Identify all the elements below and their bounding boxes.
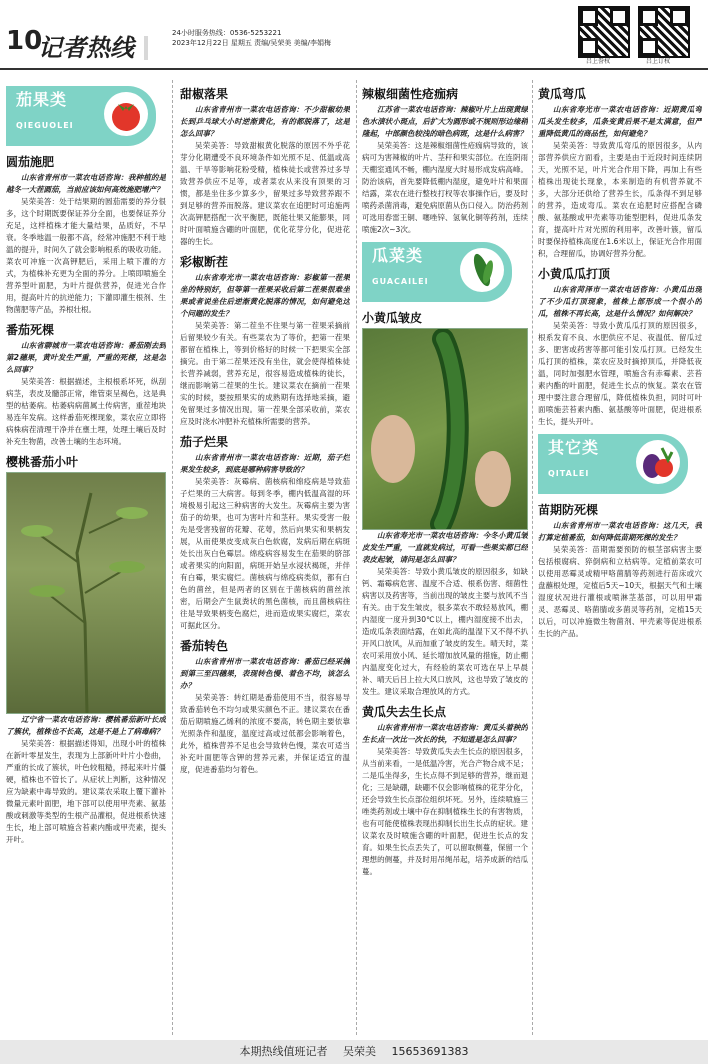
article-8	[362, 86, 528, 236]
article-title: 甜椒落果	[180, 87, 229, 101]
article-question: 山东省菏泽市一菜农电话咨询：小黄瓜出现了不少瓜打顶现象，植株上部形成一个很小的瓜，植株不再长高，这是什么情况？如何解决？	[538, 285, 702, 318]
article-answer: 吴荣美答：根据描述，主根根系坏死，纵刮病茎，表皮及髓部正常，维管束呈褐色，这是典型的枯萎病。枯萎病病菌属土传病害，重茬地块易连年发病。这样番茄死棵现象，菜农应立即将病株病茬清理干净并在壅土埋，处理土壤后及时补充生物菌，改善土壤的生态环境。	[6, 377, 166, 446]
category-pinyin: GUACAILEI	[372, 277, 429, 286]
category-title: 其它类	[548, 438, 600, 457]
category-pinyin: QITALEI	[548, 469, 590, 478]
article-question: 山东省青州市一菜农电话咨询：番茄已经采摘到第三至四穗果，表现转色慢、着色不均，该怎么办？	[180, 657, 350, 690]
article-title: 小黄瓜皱皮	[362, 311, 423, 325]
article-answer: 吴荣美答：第二茬坐不住果与第一茬果采摘前后留果较少有关。有些菜农为了等价，把第一茬果都留在植株上，等到价格好的时候一下把果实全部摘完。由于第二茬果还没有坐住，就会使得植株徒长营养减弱，营养充足，很容易造成植株的徒长，继而影响第二茬果的生长。建议菜农在摘前一茬果实的时候，要按照果实的成熟期有选择地采摘，避免留果过多情况出现。第一茬果全部采收前，菜农应及时浇水冲肥补充植株所需要的营养。	[180, 321, 350, 426]
category-banner-qieguo	[6, 86, 156, 146]
footer-name: 吴荣美	[343, 1045, 376, 1058]
article-title: 番茄死棵	[6, 323, 55, 337]
article-answer: 吴荣美答：导致黄瓜弯瓜的原因很多，从内部营养供应方面看，主要是由于近段时间连续阴天，光照不足，叶片光合作用下降，再加上有些植株出现徒长现象，本来制造的有机营养就不多，大部分还供给了营养生长，瓜条得不到足够的营养，造成弯瓜。菜农在追肥时应搭配含磷酸、氨基酸或甲壳素等功能型肥料，促进瓜条发育，提高叶片对光照的利用率，改善叶簇，留瓜时要保持植株高度在1.6米以上，保证光合作用面积，合理留瓜，协调好营养分配。	[538, 141, 702, 258]
page-header	[0, 0, 708, 70]
article-3	[6, 454, 166, 846]
qr-corner	[640, 38, 658, 56]
article-title: 番茄转色	[180, 639, 229, 653]
article-answer: 吴荣美答：苗期需要预防的根茎部病害主要包括根腐病、猝倒病和立枯病等。定植前菜农可以使用恶霉灵或精甲咯菌腈等药剂进行苗床或穴盘蘸根处理，定植后5天~10天，根据天气和土壤湿度状况进行灌根或喷淋茎基部，可以用甲霜灵、恶霉灵、咯菌腈或多菌灵等药剂，定植15天以后，可以冲施微生物菌剂、甲壳素等促进根系生长的产品。	[538, 545, 702, 638]
article-question: 山东省青州市一菜农电话咨询：不少甜椒幼果长到乒乓球大小时逆渐黄化，有的都脱落了，这是怎么回事？	[180, 105, 350, 138]
article-13	[538, 502, 702, 640]
article-answer: 吴荣美答：处于结果期的圆茄需要的养分很多，这个时期既要保证养分全面，也要保证养分充足，这样植株才能大量结果，品质好，不早衰。冬季地温一般都不高，经常冲施肥不利于地温的提升，时间久了就会影响根系的吸收功能。菜农可冲施一次高钾肥后，采用上喷下灌的方式，为植株补充更为全面的养分。上喷即喷施全营养型叶面肥，为叶片提供营养，促进光合作用，提高叶片的抗逆能力；下灌即灌生根剂、生物菌肥等产品，养根壮根。	[6, 197, 166, 314]
cucumber-icon	[460, 248, 504, 292]
tomato-icon	[104, 92, 148, 136]
article-answer: 吴荣美答：这是辣椒细菌性疮痂病导致的，该病可为害辣椒的叶片、茎秆和果实部位。在连阴雨天棚室通风不畅，棚内湿度大时易形成发病高峰。防治该病，首先要降低棚内湿度，避免叶片和果面结露，菜农在进行整枝打杈等农事操作后，要及时喷药杀菌消毒，避免病原菌从伤口侵入。防治药剂可选用春雷王铜、噻唑锌、氢氧化铜等药剂，连续喷施2次~3次。	[362, 141, 528, 234]
article-6	[180, 434, 350, 632]
article-9	[362, 310, 528, 698]
article-answer: 吴荣美答：导致黄瓜失去生长点的原因很多，从当前来看，一是低温冷害，光合产物合成不足；二是瓜坐得多，生长点得不到足够的营养，继而退化；三是缺硼，缺硼不仅会影响植株的花芽分化，还会导致生长点部位组织坏死。另外，连续喷施三唑类药剂或土壤中存在抑制植株生长的有害物质，也有可能使植株表现出抑制长出生长点的症状。建议菜农及时喷施含硼的叶面肥，促进生长点的发育。如果生长点丢失了，可以留取侧蔓，保留一个理想的侧蔓，并及时用吊绳吊起，培养成新的结瓜蔓。	[362, 747, 528, 876]
article-10	[362, 704, 528, 878]
column-2	[180, 80, 350, 776]
article-answer: 吴荣美答：灰霉病、菌核病和绵疫病是导致茄子烂果的三大病害。每到冬季，棚内低温高湿的环境极易引起这三种病害的大发生。灰霉病主要为害茄子的幼果，也可为害叶片和茎秆。果实受害一般先是受害残留的花瓣、花萼，然后向果实和果柄发展，从而使果皮变成灰白色软腐，发病后期在病斑处长出灰白色霉层。绵疫病容易发生在茄果的脐部或者果实的向阳面，病斑开始呈水浸状褐斑，并伴有白霉，果实腐烂。菌核病与绵疫病类似，都有白色的菌丝，但是两者的区别在于菌核病的菌丝浓密，后期会产生鼠粪状的黑色菌核，而且菌核病往往是导致果柄变色腐烂，进而造成果实腐烂，菜农可据此区分。	[180, 477, 350, 630]
article-question: 辽宁省一菜农电话咨询：樱桃番茄新叶长成了簇状，植株也不长高，这是不是上了病毒病？	[6, 715, 166, 736]
article-question: 山东省寿光市一菜农电话咨询：彩椒第一茬果坐的特别好，但等第一茬果采收后第二茬果很难坐果或者说坐住后逆渐黄化脱落的情况，如何避免这个问题的发生？	[180, 273, 350, 318]
hotline-text: 24小时服务热线：0536-5253221	[172, 29, 282, 37]
article-answer: 吴荣美答：根据描述得知，出现小叶的植株在新叶零星发生，表现为上部新叶叶片小卷曲，严重的长成了簇状，叶色较粗糙，捋起来叶片僵硬，植株也不管长了。从症状上判断，这种情况应为缺素中毒导致的。建议菜农采取上覆下灌补微量元素叶面肥，地下部可以使用甲壳素、氨基酸或刺激等类型的生根产品灌根，促进根系快速生长，地上部可喷施含苔素内酯或甲壳素，提头开叶。	[6, 739, 166, 844]
category-pinyin: QIEGUOLEI	[16, 121, 74, 130]
photo-caption: 山东省寿光市一菜农电话咨询：今冬小黄瓜皱皮发生严重，一直就发病过，可看一些果实都已经表皮起皱，请问是怎么回事？	[362, 531, 528, 564]
page-number: 10	[6, 26, 43, 56]
header-divider	[144, 36, 148, 60]
section-title: 记者热线	[38, 34, 134, 62]
vegetables-icon	[636, 440, 680, 484]
category-banner-qita	[538, 434, 688, 494]
article-answer: 吴荣美答：导致小黄瓜皱皮的原因很多，如缺钙、霜霉病危害、温度不合适、根系伤害、细菌性病害以及药害等，当前出现的皱皮主要与放风不当有关。由于发生皱皮，很多菜农不敢轻易放风，棚内湿度一度升到30℃以上，棚内湿度接不出去，造成瓜条表面结露，在如此高的温湿下又不得不扒开风口放风，从而加重了皱皮的发生。晴天时，菜农可采用放小风、延长增加放风量的措施，防止棚内温度变化过大，有经验的菜农可选在早上早晨补、晴天后吕上拉大风口放风，这也导致了皱皮的发生。建议采取合理放风的方式。	[362, 567, 528, 696]
qr-label: 吕上订权	[646, 58, 671, 65]
qr-corner	[580, 8, 598, 26]
article-question: 山东省寿光市一菜农电话咨询：近期黄瓜弯瓜头发生较多，瓜条变黄后果不是太满意，但严重降低黄瓜的商品性，如何避免？	[538, 105, 702, 138]
article-question: 山东省青州市一菜农电话咨询：黄瓜头着秧的生长点一次比一次长的快，不知道是怎么回事？	[362, 723, 528, 744]
column-4	[538, 80, 702, 640]
cucumber-photo	[362, 328, 528, 530]
article-answer: 吴荣美答：转红期是番茄使用不当，很容易导致番茄转色不均匀或果实颜色不正。建议菜农在番茄后期喷施乙烯利的浓度不要高，转色期主要依靠光照条件和温度，温度过高或过低都会影响着色，此外，植株营养不足也会导致转色慢，菜农可适当补充叶面肥等含钾的营养元素，并保证适宜的温度，促进番茄均匀着色。	[180, 693, 350, 774]
article-title: 茄子烂果	[180, 435, 229, 449]
qr-label: 吕上誊权	[586, 58, 611, 65]
article-question: 山东省青州市一菜农电话咨询：这几天，我打算定植番茄，如何降低苗期死棵的发生？	[538, 521, 702, 542]
article-title: 黄瓜弯瓜	[538, 87, 587, 101]
cherry-tomato-photo	[6, 472, 166, 714]
article-answer: 吴荣美答：导致甜椒黄化脱落的原因不外乎花芽分化期遭受不良环境条件如光照不足、低温或高温、干旱等影响花粉受精，植株徒长或营养过多导致营养供应不足等，或者菜农从来没有顶果的习惯，都是坐住多少算多少，留果过多导致营养跟不到足够的营养而脱落。建议菜农在追肥时可追施两次高钾肥搭配一次平衡肥，既能壮果又能膨果，同时叶面喷施含硼的叶面肥，优化花芽分化，促进花器的生长。	[180, 141, 350, 246]
article-answer: 吴荣美答：导致小黄瓜瓜打顶的原因很多，根系发育不良、水肥供应不足、夜温低、留瓜过多、肥害或药害等都可能引发瓜打顶。已经发生瓜打顶的植株，菜农应及时摘掉顶瓜，并降低夜温，同时加强肥水管理，喷施含有赤霉素、芸苔素内酯的叶面肥，促进生长点的恢复。菜农在管理中要注意合理留瓜，降低植株负担，同时可叶面喷施芸苔素内酯、氨基酸等叶面肥，促进根系生长，提头开叶。	[538, 321, 702, 426]
article-11	[538, 86, 702, 260]
article-title: 小黄瓜瓜打顶	[538, 267, 611, 281]
qr-corner	[580, 38, 598, 56]
column-divider	[356, 80, 357, 1035]
qr-code[interactable]	[578, 6, 630, 58]
article-7	[180, 638, 350, 776]
article-4	[180, 86, 350, 248]
footer-label: 本期热线值班记者	[239, 1045, 328, 1058]
category-title: 瓜菜类	[372, 246, 424, 265]
column-divider	[172, 80, 173, 1035]
article-title: 圆茄施肥	[6, 155, 55, 169]
qr-corner	[610, 8, 628, 26]
article-12	[538, 266, 702, 428]
article-question: 山东省聊城市一菜农电话咨询：番茄刚去到第2穗果，黄叶发生严重，严重的死棵，这是怎么回事？	[6, 341, 166, 374]
date-editor-text: 2023年12月22日 星期五 责编/吴荣美 美编/李娟梅	[172, 39, 332, 47]
qr-corner	[640, 8, 658, 26]
article-2	[6, 322, 166, 448]
article-question: 江苏省一菜农电话咨询：辣椒叶片上出现黄绿色水渍状小斑点，后扩大为圆形或不规则形边缘稍隆起，中部颜色较浅的暗色病斑，这是什么病害？	[362, 105, 528, 138]
header-rule	[0, 68, 708, 70]
category-banner-guacai	[362, 242, 512, 302]
column-divider	[532, 80, 533, 1035]
column-3	[362, 80, 528, 878]
page-footer	[0, 1040, 708, 1064]
qr-corner	[670, 8, 688, 26]
article-1	[6, 154, 166, 316]
header-info	[172, 28, 331, 48]
footer-phone[interactable]: 15653691383	[391, 1045, 469, 1058]
article-title: 黄瓜失去生长点	[362, 705, 447, 719]
article-5	[180, 254, 350, 428]
column-1	[6, 80, 166, 846]
article-title: 苗期防死棵	[538, 503, 599, 517]
article-question: 山东省青州市一菜农电话咨询：近期，茄子烂果发生较多，到底是哪种病害导致的？	[180, 453, 350, 474]
article-question: 山东省青州市一菜农电话咨询：我种植的是越冬一大茬圆茄，当前应该如何高效施肥增产？	[6, 173, 166, 194]
qr-code[interactable]	[638, 6, 690, 58]
article-title: 辣椒细菌性疮痂病	[362, 87, 459, 101]
article-title: 樱桃番茄小叶	[6, 455, 79, 469]
category-title: 茄果类	[16, 90, 68, 109]
article-title: 彩椒断茬	[180, 255, 229, 269]
